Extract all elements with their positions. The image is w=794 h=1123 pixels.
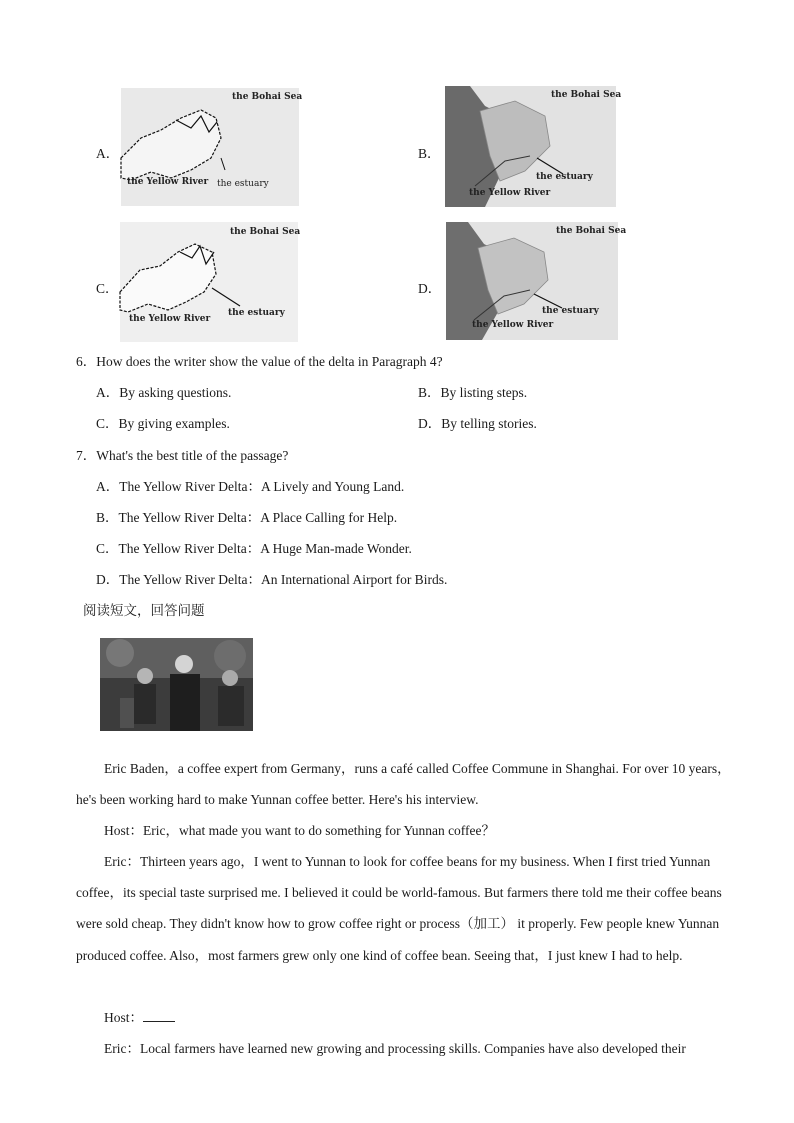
question-7-option-d: D．The Yellow River Delta：An International Airport for Birds. <box>96 572 448 587</box>
map-a-drawing <box>121 88 299 206</box>
map-a-sea-label: the Bohai Sea <box>232 92 303 102</box>
answer-blank <box>143 1007 175 1022</box>
question-6-option-c: C．By giving examples. <box>96 416 230 431</box>
map-c-estuary-label: the estuary <box>228 308 285 318</box>
map-option-b <box>445 86 622 207</box>
passage-host-label: Host： <box>104 1010 144 1025</box>
question-7-option-b: B．The Yellow River Delta：A Place Calling for Help. <box>96 510 398 525</box>
map-d-sea-label: the Bohai Sea <box>556 226 627 236</box>
passage-eric-answer-2 <box>76 1033 740 1064</box>
map-c-sea-label: the Bohai Sea <box>230 227 301 237</box>
map-a-estuary-label: the estuary <box>217 179 269 189</box>
map-b-estuary-label: the estuary <box>536 172 593 182</box>
map-c-river-label: the Yellow River <box>129 314 211 324</box>
question-6-option-a: A．By asking questions. <box>96 385 232 400</box>
section-heading: 阅读短文，回答问题 <box>83 603 205 619</box>
option-b-letter: B． <box>418 146 441 161</box>
passage-host-question-1 <box>76 815 740 846</box>
passage-paragraph-intro <box>76 753 740 815</box>
question-6-stem: 6．How does the writer show the value of the delta in Paragraph 4? <box>76 354 443 369</box>
interview-photo <box>100 638 253 731</box>
question-7-option-a: A．The Yellow River Delta：A Lively and Young Land. <box>96 479 405 494</box>
option-a-letter: A． <box>96 146 120 161</box>
map-b-river-label: the Yellow River <box>469 188 551 198</box>
map-option-d <box>446 222 627 340</box>
map-c-drawing <box>120 222 301 342</box>
question-7-option-c: C．The Yellow River Delta：A Huge Man-made Wonder. <box>96 541 412 556</box>
map-d-estuary-label: the estuary <box>542 306 599 316</box>
map-a-river-label: the Yellow River <box>127 177 209 187</box>
map-option-a <box>121 88 303 206</box>
option-c-letter: C． <box>96 281 119 296</box>
map-option-c <box>120 222 301 342</box>
map-b-sea-label: the Bohai Sea <box>551 90 622 100</box>
passage-paragraph-intro-text: Eric Baden，a coffee expert from Germany，runs a café called Coffee Commune in Shanghai. For over 10 years，he's been working hard to make Yunnan coffee better. Here's his interview. <box>76 761 731 808</box>
passage-eric-answer-1 <box>76 846 740 971</box>
question-6-option-b: B．By listing steps. <box>418 385 528 400</box>
option-d-letter: D． <box>418 281 442 296</box>
passage-eric-answer-1-text: Eric：Thirteen years ago，I went to Yunnan to look for coffee beans for my business. When I first tried Yunnan coffee，its special taste surprised me. I believed it could be world-famous. But farmers there told me their coffee beans were sold cheap. They didn't know how to grow coffee right or process（加工） it properly. Few people knew Yunnan produced coffee. Also，most farmers grew only one kind of coffee bean. Seeing that，I just knew I had to help. <box>76 854 722 963</box>
photo-drawing <box>100 638 253 731</box>
passage-host-question-2 <box>76 1002 740 1033</box>
question-7-stem: 7．What's the best title of the passage? <box>76 448 289 463</box>
passage-eric-answer-2-text: Eric：Local farmers have learned new growing and processing skills. Companies have also developed their <box>104 1041 686 1056</box>
question-6-option-d: D．By telling stories. <box>418 416 537 431</box>
passage-host-question-1-text: Host：Eric，what made you want to do something for Yunnan coffee？ <box>104 823 496 838</box>
map-d-river-label: the Yellow River <box>472 320 554 330</box>
